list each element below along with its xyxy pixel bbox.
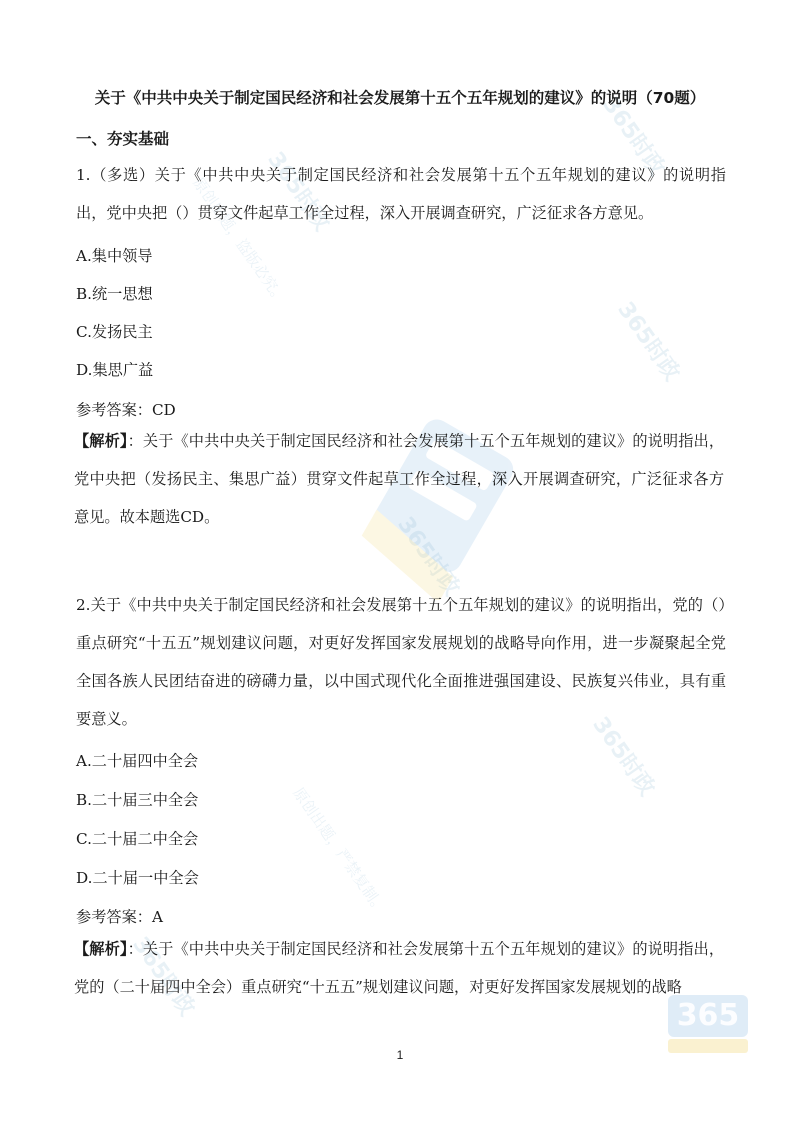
question-1-option-a: A.集中领导: [76, 247, 153, 265]
question-1-option-b: B.统一思想: [76, 285, 153, 303]
watermark-brand: 365时政: [587, 712, 660, 801]
question-2-answer: [76, 906, 163, 927]
question-1-option-c: C.发扬民主: [76, 323, 153, 341]
document-title: 关于《中共中央关于制定国民经济和社会发展第十五个五年规划的建议》的说明（70题）: [94, 89, 706, 107]
watermark-brand: 365时政: [127, 932, 200, 1021]
watermark-badge: 365: [668, 995, 748, 1055]
watermark-brand: 365时政: [612, 297, 685, 386]
question-1-answer: [76, 399, 176, 420]
question-1-analysis: [74, 422, 724, 536]
analysis-text: ：关于《中共中央关于制定国民经济和社会发展第十五个五年规划的建议》的说明指出，党中央把（发扬民主、集思广益）贯穿文件起草工作全过程，深入开展调查研究，广泛征求各方意见。故本题选CD。: [74, 432, 725, 526]
question-2-option-b: B.二十届三中全会: [76, 791, 199, 809]
question-2-option-d: D.二十届一中全会: [76, 869, 199, 887]
answer-value: A: [151, 908, 163, 926]
watermark-brand: 365时政: [262, 147, 335, 236]
watermark-brand: 365时政: [392, 512, 465, 601]
answer-value: CD: [151, 401, 176, 419]
question-1-option-d: D.集思广益: [76, 361, 154, 379]
watermark-brand: 365时政: [597, 92, 670, 181]
answer-label: 参考答案：: [76, 401, 152, 419]
watermark-notice: 原创出题，严禁复制。: [289, 784, 390, 918]
answer-label: 参考答案：: [76, 908, 152, 926]
page-number: 1: [396, 1048, 404, 1062]
section-heading: 一、夯实基础: [76, 130, 170, 148]
analysis-label: 【解析】: [74, 432, 128, 450]
question-2-option-c: C.二十届二中全会: [76, 830, 199, 848]
question-2-stem: 2.关于《中共中央关于制定国民经济和社会发展第十五个五年规划的建议》的说明指出，党的（）重点研究“十五五”规划建议问题，对更好发挥国家发展规划的战略导向作用，进一步凝聚起全党全国各族人民团结奋进的磅礴力量，以中国式现代化全面推进强国建设、民族复兴伟业，具有重要意义。: [76, 596, 726, 728]
question-2-option-a: A.二十届四中全会: [76, 752, 199, 770]
analysis-label: 【解析】: [74, 940, 128, 958]
question-1-stem: 1.（多选）关于《中共中央关于制定国民经济和社会发展第十五个五年规划的建议》的说明指出，党中央把（）贯穿文件起草工作全过程，深入开展调查研究，广泛征求各方意见。: [76, 166, 726, 222]
analysis-text: ：关于《中共中央关于制定国民经济和社会发展第十五个五年规划的建议》的说明指出，党的（二十届四中全会）重点研究“十五五”规划建议问题，对更好发挥国家发展规划的战略: [74, 940, 725, 996]
question-2-analysis: [74, 930, 724, 1006]
watermark-notice: 原创出题，盗版必究。: [189, 174, 290, 308]
